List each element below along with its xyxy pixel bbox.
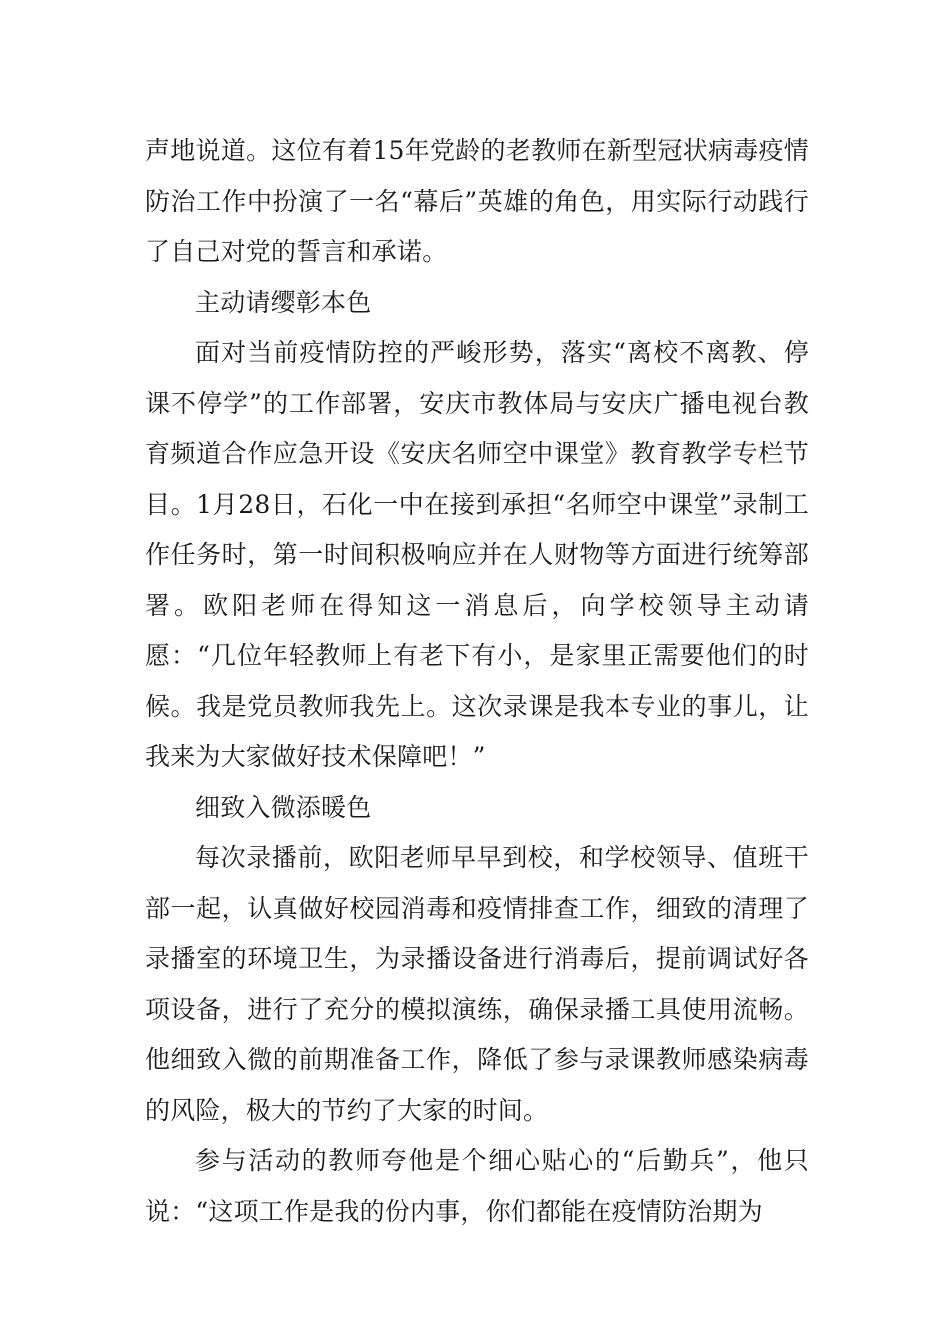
paragraph-continuation: 声地说道。这位有着15年党龄的老教师在新型冠状病毒疫情防治工作中扮演了一名“幕后”英雄的角色，用实际行动践行了自己对党的誓言和承诺。 <box>145 136 809 266</box>
document-body <box>145 126 809 1237</box>
paragraph-praise: 参与活动的教师夸他是个细心贴心的“后勤兵”，他只说：“这项工作是我的份内事，你们都能在疫情防治期为 <box>145 1146 809 1226</box>
section-heading-volunteer: 主动请缨彰本色 <box>195 287 372 317</box>
section-heading-meticulous: 细致入微添暖色 <box>195 792 372 822</box>
paragraph-meticulous: 每次录播前，欧阳老师早早到校，和学校领导、值班干部一起，认真做好校园消毒和疫情排查工作，细致的清理了录播室的环境卫生，为录播设备进行消毒后，提前调试好各项设备，进行了充分的模拟演练，确保录播工具使用流畅。他细致入微的前期准备工作，降低了参与录课教师感染病毒的风险，极大的节约了大家的时间。 <box>145 843 809 1125</box>
paragraph-volunteer: 面对当前疫情防控的严峻形势，落实“离校不离教、停课不停学”的工作部署，安庆市教体局与安庆广播电视台教育频道合作应急开设《安庆名师空中课堂》教育教学专栏节目。1月28日，石化一中在接到承担“名师空中课堂”录制工作任务时，第一时间积极响应并在人财物等方面进行统筹部署。欧阳老师在得知这一消息后，向学校领导主动请愿：“几位年轻教师上有老下有小，是家里正需要他们的时候。我是党员教师我先上。这次录课是我本专业的事儿，让我来为大家做好技术保障吧！” <box>145 338 809 771</box>
